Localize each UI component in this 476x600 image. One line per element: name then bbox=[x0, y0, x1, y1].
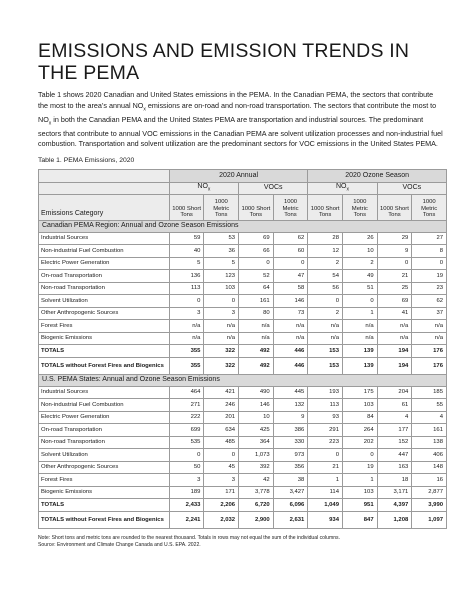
table-cell: 5 bbox=[204, 257, 239, 270]
table-cell: 386 bbox=[273, 424, 308, 437]
table-cell: 176 bbox=[412, 345, 447, 358]
row-label: Non-road Transportation bbox=[39, 436, 170, 449]
table-row bbox=[39, 295, 447, 308]
table-row bbox=[39, 332, 447, 345]
row-label: Forest Fires bbox=[39, 474, 170, 487]
table-cell: 634 bbox=[204, 424, 239, 437]
group-header-annual: 2020 Annual bbox=[169, 169, 308, 182]
table-cell: 80 bbox=[239, 307, 274, 320]
table-cell: 185 bbox=[412, 386, 447, 399]
table-cell: 19 bbox=[412, 270, 447, 283]
subscript-x: x bbox=[346, 186, 349, 193]
table-cell: 146 bbox=[273, 295, 308, 308]
emissions-table bbox=[38, 169, 447, 529]
table-cell: 55 bbox=[412, 399, 447, 412]
table-cell: n/a bbox=[239, 320, 274, 333]
table-cell: 2,877 bbox=[412, 486, 447, 499]
group-header-row bbox=[39, 169, 447, 182]
table-cell: 19 bbox=[342, 461, 377, 474]
intro-text: Table 1 shows 2020 Canadian and United States emissions in the PEMA. In the Canadian PEMA, the sectors that contribute the most to the area’s annual NO bbox=[38, 90, 434, 110]
table-cell: 50 bbox=[169, 461, 204, 474]
table-cell: 5 bbox=[169, 257, 204, 270]
section-title: U.S. PEMA States: Annual and Ozone Season Emissions bbox=[39, 374, 447, 386]
table-cell: 153 bbox=[308, 345, 343, 358]
table-cell: 36 bbox=[204, 245, 239, 258]
table-cell: 52 bbox=[239, 270, 274, 283]
pollutant-header-vocs: VOCs bbox=[377, 182, 446, 194]
table-cell: 322 bbox=[204, 345, 239, 358]
pollutant-label: NO bbox=[335, 182, 347, 190]
title-line-1: EMISSIONS AND EMISSION TRENDS IN bbox=[38, 40, 410, 62]
table-cell: 222 bbox=[169, 411, 204, 424]
table-cell: 28 bbox=[308, 232, 343, 245]
pollutant-header-nox bbox=[308, 182, 377, 194]
table-cell: 204 bbox=[377, 386, 412, 399]
table-cell: n/a bbox=[342, 320, 377, 333]
table-cell: 139 bbox=[342, 345, 377, 358]
unit-header: 1000 Metric Tons bbox=[342, 194, 377, 220]
table-row bbox=[39, 474, 447, 487]
table-cell: 161 bbox=[239, 295, 274, 308]
table-cell: 847 bbox=[342, 511, 377, 528]
table-row bbox=[39, 357, 447, 374]
table-cell: n/a bbox=[308, 320, 343, 333]
table-cell: 103 bbox=[204, 282, 239, 295]
unit-header: 1000 Metric Tons bbox=[204, 194, 239, 220]
table-cell: 69 bbox=[239, 232, 274, 245]
table-cell: 1,097 bbox=[412, 511, 447, 528]
table-cell: 12 bbox=[308, 245, 343, 258]
table-cell: 114 bbox=[308, 486, 343, 499]
table-cell: 4,397 bbox=[377, 499, 412, 512]
table-row bbox=[39, 511, 447, 528]
table-cell: 103 bbox=[342, 486, 377, 499]
table-cell: 40 bbox=[169, 245, 204, 258]
section-title: Canadian PEMA Region: Annual and Ozone Season Emissions bbox=[39, 220, 447, 232]
table-cell: 93 bbox=[308, 411, 343, 424]
row-label: TOTALS bbox=[39, 499, 170, 512]
table-cell: 421 bbox=[204, 386, 239, 399]
table-cell: 62 bbox=[412, 295, 447, 308]
section-header-row bbox=[39, 220, 447, 232]
unit-header: 1000 Short Tons bbox=[308, 194, 343, 220]
row-label: Electric Power Generation bbox=[39, 411, 170, 424]
table-cell: 3,171 bbox=[377, 486, 412, 499]
table-cell: 16 bbox=[412, 474, 447, 487]
table-cell: 485 bbox=[204, 436, 239, 449]
table-row bbox=[39, 307, 447, 320]
table-cell: 951 bbox=[342, 499, 377, 512]
table-cell: 3,990 bbox=[412, 499, 447, 512]
table-cell: 139 bbox=[342, 357, 377, 374]
table-cell: 45 bbox=[204, 461, 239, 474]
table-cell: 0 bbox=[342, 449, 377, 462]
table-cell: 41 bbox=[377, 307, 412, 320]
table-cell: 153 bbox=[308, 357, 343, 374]
table-cell: 0 bbox=[169, 449, 204, 462]
table-cell: 9 bbox=[273, 411, 308, 424]
unit-header: 1000 Metric Tons bbox=[273, 194, 308, 220]
table-cell: 202 bbox=[342, 436, 377, 449]
table-cell: 3 bbox=[169, 474, 204, 487]
table-cell: 152 bbox=[377, 436, 412, 449]
unit-header: 1000 Short Tons bbox=[239, 194, 274, 220]
table-cell: 136 bbox=[169, 270, 204, 283]
table-cell: n/a bbox=[377, 332, 412, 345]
table-cell: 492 bbox=[239, 345, 274, 358]
table-cell: 464 bbox=[169, 386, 204, 399]
table-cell: 699 bbox=[169, 424, 204, 437]
table-caption: Table 1. PEMA Emissions, 2020 bbox=[38, 156, 135, 164]
intro-text: emissions are on-road and non-road transportation. The sectors that contribute the most to NO bbox=[38, 100, 437, 124]
row-label: Other Anthropogenic Sources bbox=[39, 307, 170, 320]
pollutant-header-row bbox=[39, 182, 447, 194]
table-cell: 364 bbox=[239, 436, 274, 449]
table-cell: 0 bbox=[204, 295, 239, 308]
table-cell: 60 bbox=[273, 245, 308, 258]
table-cell: 113 bbox=[169, 282, 204, 295]
table-cell: 66 bbox=[239, 245, 274, 258]
table-cell: n/a bbox=[169, 332, 204, 345]
table-cell: 1,073 bbox=[239, 449, 274, 462]
table-cell: 1,049 bbox=[308, 499, 343, 512]
table-cell: 51 bbox=[342, 282, 377, 295]
table-cell: 392 bbox=[239, 461, 274, 474]
row-label: On-road Transportation bbox=[39, 424, 170, 437]
table-cell: 9 bbox=[377, 245, 412, 258]
table-cell: 406 bbox=[412, 449, 447, 462]
table-cell: 148 bbox=[412, 461, 447, 474]
table-cell: 69 bbox=[377, 295, 412, 308]
table-cell: 264 bbox=[342, 424, 377, 437]
table-cell: 330 bbox=[273, 436, 308, 449]
table-cell: 1 bbox=[342, 307, 377, 320]
row-label: Non-road Transportation bbox=[39, 282, 170, 295]
row-label: Non-industrial Fuel Combustion bbox=[39, 245, 170, 258]
table-cell: 23 bbox=[412, 282, 447, 295]
table-cell: 1 bbox=[342, 474, 377, 487]
row-label: Other Anthropogenic Sources bbox=[39, 461, 170, 474]
table-row bbox=[39, 499, 447, 512]
table-cell: 1 bbox=[308, 474, 343, 487]
table-row bbox=[39, 449, 447, 462]
table-row bbox=[39, 270, 447, 283]
table-cell: 61 bbox=[377, 399, 412, 412]
table-cell: 194 bbox=[377, 357, 412, 374]
table-row bbox=[39, 486, 447, 499]
table-row bbox=[39, 424, 447, 437]
row-label: Solvent Utilization bbox=[39, 295, 170, 308]
table-cell: 42 bbox=[239, 474, 274, 487]
category-header: Emissions Category bbox=[39, 194, 170, 220]
table-cell: 194 bbox=[377, 345, 412, 358]
pollutant-header-nox bbox=[169, 182, 238, 194]
table-cell: 934 bbox=[308, 511, 343, 528]
table-cell: 6,720 bbox=[239, 499, 274, 512]
row-label: Non-industrial Fuel Combustion bbox=[39, 399, 170, 412]
table-cell: 0 bbox=[308, 295, 343, 308]
title-line-2: THE PEMA bbox=[38, 62, 140, 84]
table-cell: 447 bbox=[377, 449, 412, 462]
table-cell: 4 bbox=[412, 411, 447, 424]
table-cell: 0 bbox=[377, 257, 412, 270]
corner-cell bbox=[39, 169, 170, 182]
table-row bbox=[39, 345, 447, 358]
subscript-x: x bbox=[143, 106, 146, 113]
table-cell: 193 bbox=[308, 386, 343, 399]
table-cell: 3,427 bbox=[273, 486, 308, 499]
table-cell: 0 bbox=[239, 257, 274, 270]
table-cell: 21 bbox=[377, 270, 412, 283]
table-cell: 58 bbox=[273, 282, 308, 295]
table-cell: 0 bbox=[308, 449, 343, 462]
table-cell: 446 bbox=[273, 357, 308, 374]
unit-header: 1000 Metric Tons bbox=[412, 194, 447, 220]
table-cell: n/a bbox=[342, 332, 377, 345]
table-cell: n/a bbox=[377, 320, 412, 333]
table-cell: 56 bbox=[308, 282, 343, 295]
table-cell: 53 bbox=[204, 232, 239, 245]
table-cell: n/a bbox=[273, 320, 308, 333]
table-cell: 18 bbox=[377, 474, 412, 487]
table-cell: 2 bbox=[342, 257, 377, 270]
table-cell: 2,433 bbox=[169, 499, 204, 512]
table-cell: 10 bbox=[239, 411, 274, 424]
table-cell: 0 bbox=[273, 257, 308, 270]
table-cell: n/a bbox=[204, 320, 239, 333]
table-cell: 4 bbox=[377, 411, 412, 424]
table-cell: 2,900 bbox=[239, 511, 274, 528]
table-cell: 26 bbox=[342, 232, 377, 245]
table-row bbox=[39, 232, 447, 245]
table-cell: 10 bbox=[342, 245, 377, 258]
table-cell: 163 bbox=[377, 461, 412, 474]
table-cell: 2 bbox=[308, 257, 343, 270]
row-label: TOTALS without Forest Fires and Biogenics bbox=[39, 511, 170, 528]
table-cell: 62 bbox=[273, 232, 308, 245]
table-cell: 123 bbox=[204, 270, 239, 283]
table-cell: 2,631 bbox=[273, 511, 308, 528]
table-cell: 492 bbox=[239, 357, 274, 374]
table-row bbox=[39, 257, 447, 270]
table-cell: 84 bbox=[342, 411, 377, 424]
table-cell: 177 bbox=[377, 424, 412, 437]
table-cell: 291 bbox=[308, 424, 343, 437]
table-cell: 3 bbox=[204, 307, 239, 320]
table-cell: 2 bbox=[308, 307, 343, 320]
table-cell: 38 bbox=[273, 474, 308, 487]
table-cell: 425 bbox=[239, 424, 274, 437]
table-row bbox=[39, 399, 447, 412]
row-label: Forest Fires bbox=[39, 320, 170, 333]
section-header-row bbox=[39, 374, 447, 386]
table-source: Source: Environment and Climate Change Canada and U.S. EPA. 2022. bbox=[38, 542, 201, 549]
row-label: Industrial Sources bbox=[39, 386, 170, 399]
table-cell: 0 bbox=[169, 295, 204, 308]
row-label: Electric Power Generation bbox=[39, 257, 170, 270]
table-cell: 54 bbox=[308, 270, 343, 283]
row-label: TOTALS without Forest Fires and Biogenics bbox=[39, 357, 170, 374]
unit-header-row bbox=[39, 194, 447, 220]
table-cell: 2,206 bbox=[204, 499, 239, 512]
table-cell: 3 bbox=[204, 474, 239, 487]
table-row bbox=[39, 386, 447, 399]
table-cell: 490 bbox=[239, 386, 274, 399]
row-label: Industrial Sources bbox=[39, 232, 170, 245]
table-row bbox=[39, 461, 447, 474]
table-cell: 27 bbox=[412, 232, 447, 245]
table-cell: 355 bbox=[169, 345, 204, 358]
corner-cell bbox=[39, 182, 170, 194]
table-cell: 146 bbox=[239, 399, 274, 412]
table-cell: 445 bbox=[273, 386, 308, 399]
table-cell: 59 bbox=[169, 232, 204, 245]
table-cell: n/a bbox=[412, 320, 447, 333]
table-cell: 138 bbox=[412, 436, 447, 449]
subscript-x: x bbox=[48, 120, 52, 127]
intro-text: in both the Canadian PEMA and the United States PEMA are transportation and industrial sources. The predominant sectors that contribute to annual VOC emissions in the Canadian PEMA are solvent utilization processes and non-industrial fuel combustion. Transportation and solvent utilization are the predominant sectors for VOC emissions in the United States PEMA. bbox=[38, 114, 443, 149]
table-cell: 132 bbox=[273, 399, 308, 412]
unit-header: 1000 Short Tons bbox=[169, 194, 204, 220]
row-label: Biogenic Emissions bbox=[39, 486, 170, 499]
table-cell: 21 bbox=[308, 461, 343, 474]
table-cell: 189 bbox=[169, 486, 204, 499]
table-cell: 3,778 bbox=[239, 486, 274, 499]
table-cell: n/a bbox=[412, 332, 447, 345]
table-cell: 355 bbox=[169, 357, 204, 374]
table-cell: 271 bbox=[169, 399, 204, 412]
table-cell: 1,208 bbox=[377, 511, 412, 528]
table-cell: n/a bbox=[273, 332, 308, 345]
table-cell: 47 bbox=[273, 270, 308, 283]
table-cell: 113 bbox=[308, 399, 343, 412]
table-cell: 0 bbox=[342, 295, 377, 308]
footnotes bbox=[38, 535, 444, 550]
table-cell: 8 bbox=[412, 245, 447, 258]
table-row bbox=[39, 411, 447, 424]
table-cell: 246 bbox=[204, 399, 239, 412]
intro-paragraph bbox=[38, 90, 444, 150]
table-cell: 322 bbox=[204, 357, 239, 374]
table-cell: 175 bbox=[342, 386, 377, 399]
row-label: Solvent Utilization bbox=[39, 449, 170, 462]
table-cell: 64 bbox=[239, 282, 274, 295]
table-cell: 6,096 bbox=[273, 499, 308, 512]
table-cell: 223 bbox=[308, 436, 343, 449]
table-cell: 973 bbox=[273, 449, 308, 462]
table-note: Note: Short tons and metric tons are rounded to the nearest thousand. Totals in rows may not equal the sum of the individual columns. bbox=[38, 534, 341, 541]
table-cell: 49 bbox=[342, 270, 377, 283]
table-row bbox=[39, 282, 447, 295]
pollutant-header-vocs: VOCs bbox=[239, 182, 308, 194]
table-cell: 356 bbox=[273, 461, 308, 474]
table-cell: 161 bbox=[412, 424, 447, 437]
group-header-ozone: 2020 Ozone Season bbox=[308, 169, 447, 182]
subscript-x: x bbox=[207, 186, 211, 193]
table-cell: n/a bbox=[239, 332, 274, 345]
table-cell: 171 bbox=[204, 486, 239, 499]
table-cell: 535 bbox=[169, 436, 204, 449]
table-cell: n/a bbox=[204, 332, 239, 345]
page-title bbox=[38, 40, 444, 84]
row-label: TOTALS bbox=[39, 345, 170, 358]
table-cell: 73 bbox=[273, 307, 308, 320]
table-cell: 29 bbox=[377, 232, 412, 245]
table-cell: 2,032 bbox=[204, 511, 239, 528]
table-cell: 103 bbox=[342, 399, 377, 412]
table-row bbox=[39, 320, 447, 333]
table-cell: 2,241 bbox=[169, 511, 204, 528]
table-cell: 446 bbox=[273, 345, 308, 358]
table-row bbox=[39, 436, 447, 449]
table-cell: 0 bbox=[204, 449, 239, 462]
table-cell: 176 bbox=[412, 357, 447, 374]
table-cell: 3 bbox=[169, 307, 204, 320]
row-label: Biogenic Emissions bbox=[39, 332, 170, 345]
unit-header: 1000 Short Tons bbox=[377, 194, 412, 220]
table-body bbox=[39, 220, 447, 528]
table-cell: n/a bbox=[308, 332, 343, 345]
table-cell: n/a bbox=[169, 320, 204, 333]
pollutant-label: NO bbox=[197, 182, 208, 190]
row-label: On-road Transportation bbox=[39, 270, 170, 283]
table-cell: 201 bbox=[204, 411, 239, 424]
table-cell: 25 bbox=[377, 282, 412, 295]
table-row bbox=[39, 245, 447, 258]
table-cell: 0 bbox=[412, 257, 447, 270]
table-cell: 37 bbox=[412, 307, 447, 320]
